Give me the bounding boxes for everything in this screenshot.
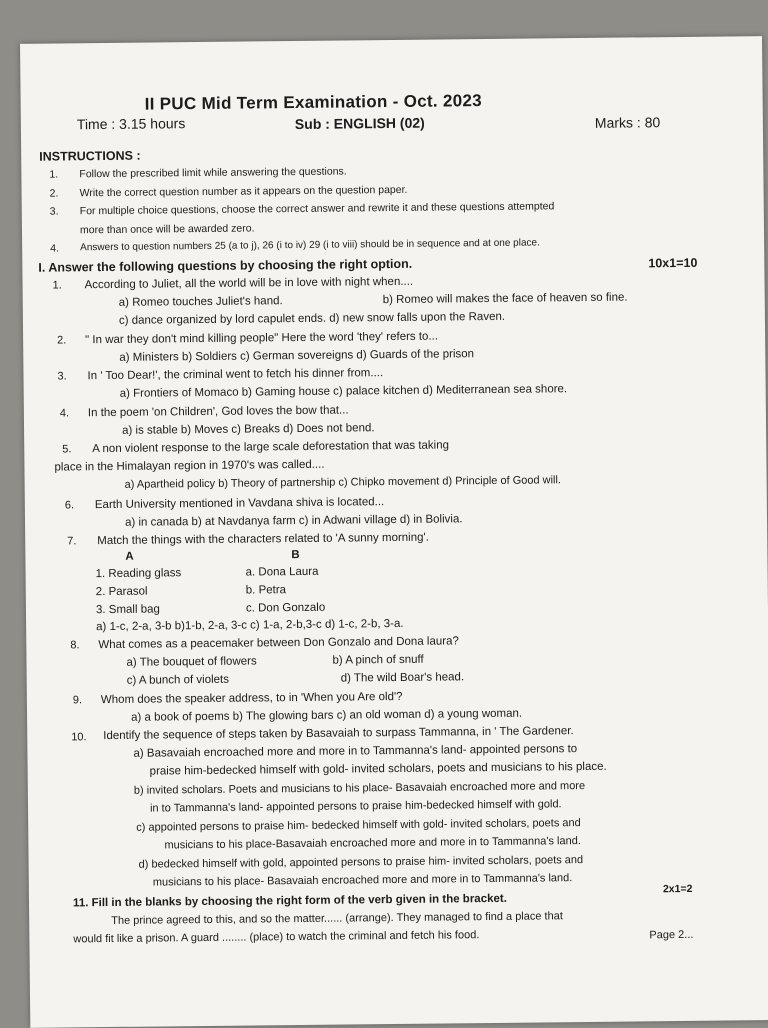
- question-option: musicians to his place-Basavaiah encroached more and more in to Tammanna's land.: [164, 835, 581, 852]
- page-indicator: Page 2...: [649, 928, 694, 942]
- question-number: 3.: [57, 370, 67, 383]
- question-text: Earth University mentioned in Vavdana shiva is located...: [94, 496, 385, 512]
- instruction-number: 4.: [50, 242, 59, 255]
- question-number: 7.: [67, 535, 77, 548]
- question-text: According to Juliet, all the world will be in love with night when....: [84, 275, 414, 292]
- question-number: 2.: [57, 334, 67, 347]
- question-text: would fit like a prison. A guard ........ (place) to watch the criminal and fetch his food.: [73, 929, 480, 946]
- question-option: a) in canada b) at Navdanya farm c) in Adwani village d) in Bolivia.: [124, 513, 463, 529]
- exam-marks: Marks : 80: [594, 114, 661, 131]
- question-text: In the poem 'on Children', God loves the bow that...: [87, 404, 349, 420]
- question-option: a) Ministers b) Soldiers c) German sovereigns d) Guards of the prison: [119, 348, 475, 364]
- question-text: In ' Too Dear!', the criminal went to fetch his dinner from....: [87, 367, 384, 383]
- question-heading: 11. Fill in the blanks by choosing the right form of the verb given in the bracket.: [72, 892, 507, 910]
- match-item: c. Don Gonzalo: [245, 601, 326, 615]
- question-option: praise him-bedecked himself with gold- invited scholars, poets and musicians to his place.: [149, 760, 607, 778]
- question-number: 8.: [70, 639, 80, 652]
- question-option: a) Basavaiah encroached more and more in to Tammanna's land- appointed persons to: [133, 743, 578, 760]
- question-text: What comes as a peacemaker between Don Gonzalo and Dona laura?: [98, 635, 459, 652]
- match-column-b: B: [291, 548, 300, 562]
- question-option: a) The bouquet of flowers: [126, 655, 257, 669]
- instruction-text: Answers to question numbers 25 (a to j), 26 (i to iv) 29 (i to viii) should be in sequence and at one place.: [80, 237, 540, 254]
- match-item: 2. Parasol: [95, 585, 148, 599]
- section-heading: I. Answer the following questions by choosing the right option.: [38, 256, 413, 275]
- question-text: Identify the sequence of steps taken by Basavaiah to surpass Tammanna, in ' The Gardener.: [103, 725, 574, 743]
- instruction-number: 3.: [49, 205, 59, 218]
- question-option: c) dance organized by lord capulet ends. d) new snow falls upon the Raven.: [118, 310, 506, 327]
- question-text: place in the Himalayan region in 1970's was called....: [54, 458, 325, 474]
- question-option: a) Apartheid policy b) Theory of partnership c) Chipko movement d) Principle of Good will.: [124, 474, 562, 491]
- question-option: b) Romeo will makes the face of heaven so fine.: [382, 291, 628, 307]
- question-option: a) Romeo touches Juliet's hand.: [118, 295, 283, 309]
- question-text: The prince agreed to this, and so the matter...... (arrange). They managed to find a place that: [111, 910, 563, 927]
- instruction-number: 2.: [49, 187, 59, 200]
- instruction-text: Follow the prescribed limit while answering the questions.: [79, 165, 347, 181]
- instruction-text: For multiple choice questions, choose the correct answer and rewrite it and these questions attempted: [79, 200, 555, 218]
- exam-paper: [20, 36, 768, 1028]
- question-option: b) invited scholars. Poets and musicians to his place- Basavaiah encroached more and more: [133, 780, 586, 797]
- exam-title: II PUC Mid Term Examination - Oct. 2023: [144, 91, 483, 114]
- question-option: d) The wild Boar's head.: [340, 671, 465, 685]
- question-option: c) appointed persons to praise him- bedecked himself with gold- invited scholars, poets and: [136, 817, 581, 834]
- instructions-heading: INSTRUCTIONS :: [39, 148, 141, 164]
- question-number: 5.: [62, 443, 72, 456]
- question-number: 6.: [64, 499, 75, 512]
- section-marks: 2x1=2: [662, 882, 693, 896]
- exam-time: Time : 3.15 hours: [76, 115, 186, 133]
- section-marks: 10x1=10: [648, 255, 698, 271]
- question-option: d) bedecked himself with gold, appointed persons to praise him- invited scholars, poets and: [138, 854, 584, 871]
- match-column-a: A: [125, 550, 134, 563]
- question-option: a) 1-c, 2-a, 3-b b)1-b, 2-a, 3-c c) 1-a, 2-b,3-c d) 1-c, 2-b, 3-a.: [96, 617, 404, 634]
- instruction-text: Write the correct question number as it appears on the question paper.: [79, 183, 408, 200]
- question-text: Whom does the speaker address, to in 'When you Are old'?: [100, 690, 403, 707]
- question-option: a) is stable b) Moves c) Breaks d) Does not bend.: [122, 422, 375, 437]
- question-text: Match the things with the characters related to 'A sunny morning'.: [97, 531, 429, 548]
- match-item: a. Dona Laura: [245, 565, 319, 579]
- instruction-text: more than once will be awarded zero.: [79, 222, 255, 237]
- instruction-number: 1.: [49, 168, 59, 181]
- match-item: 3. Small bag: [95, 603, 160, 617]
- question-number: 10.: [71, 731, 87, 744]
- question-text: " In war they don't mind killing people" Here the word 'they' refers to...: [85, 330, 439, 347]
- question-option: a) Frontiers of Momaco b) Gaming house c) palace kitchen d) Mediterranean sea shore.: [119, 383, 568, 400]
- question-option: a) a book of poems b) The glowing bars c) an old woman d) a young woman.: [131, 707, 523, 724]
- question-option: musicians to his place- Basavaiah encroached more and more in to Tammanna's land.: [152, 872, 573, 889]
- match-item: 1. Reading glass: [95, 567, 182, 581]
- question-option: b) A pinch of snuff: [332, 653, 424, 667]
- question-option: in to Tammanna's land- appointed persons to praise him-bedecked himself with gold.: [149, 798, 562, 815]
- question-number: 4.: [59, 407, 70, 420]
- question-number: 9.: [72, 694, 83, 707]
- match-item: b. Petra: [245, 584, 287, 597]
- question-text: A non violent response to the large scale deforestation that was taking: [92, 439, 450, 456]
- question-number: 1.: [52, 279, 62, 292]
- exam-subject: Sub : ENGLISH (02): [294, 114, 425, 133]
- question-option: c) A bunch of violets: [126, 673, 230, 687]
